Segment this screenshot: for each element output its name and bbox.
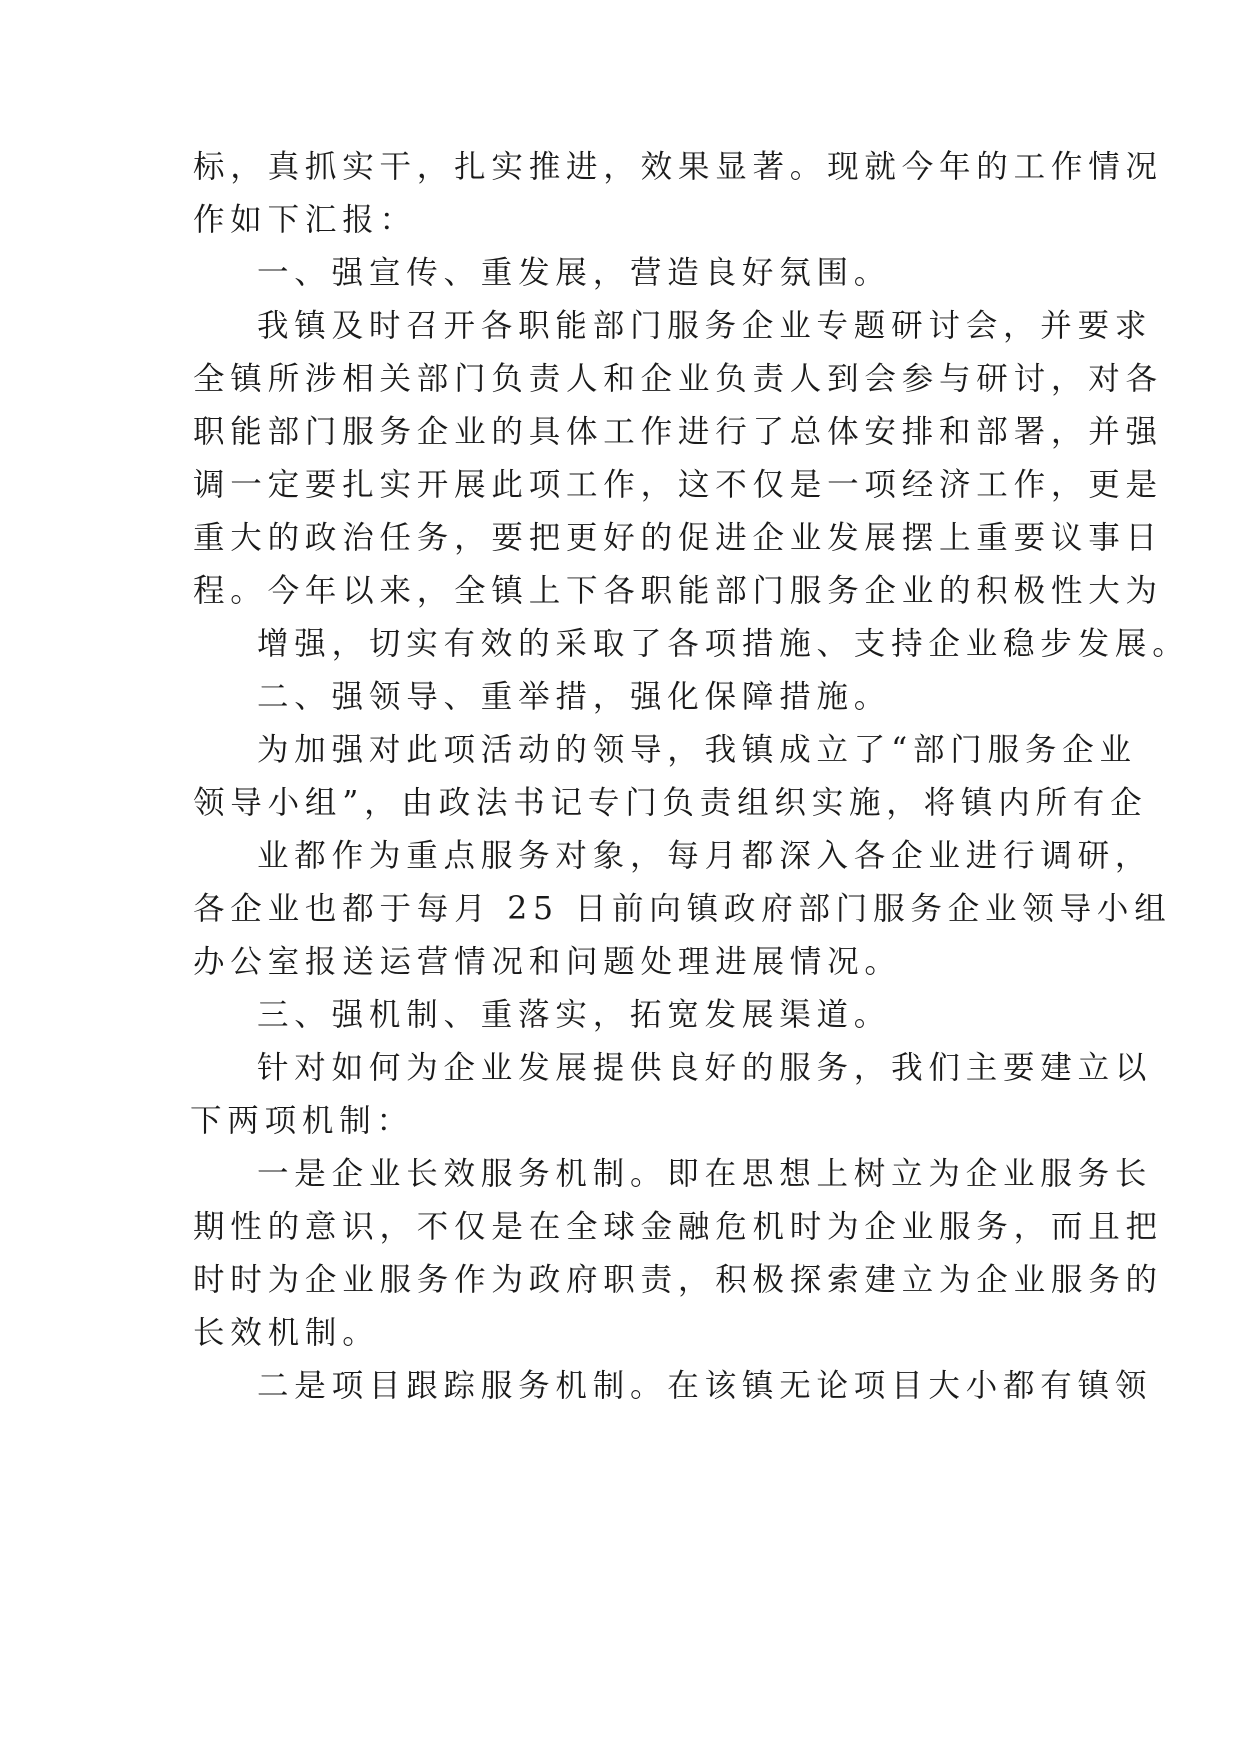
body-line: 二是项目跟踪服务机制。在该镇无论项目大小都有镇领 (257, 1368, 1153, 1404)
body-line: 办公室报送运营情况和问题处理进展情况。 (193, 944, 902, 980)
body-line: 一是企业长效服务机制。即在思想上树立为企业服务长 (257, 1156, 1153, 1192)
body-line: 增强，切实有效的采取了各项措施、支持企业稳步发展。 (257, 626, 1190, 662)
body-line: 标，真抓实干，扎实推进，效果显著。现就今年的工作情况 (193, 149, 1163, 185)
body-line: 各企业也都于每月 25 日前向镇政府部门服务企业领导小组 (193, 891, 1172, 927)
body-line: 重大的政治任务，要把更好的促进企业发展摆上重要议事日 (193, 520, 1163, 556)
body-line: 全镇所涉相关部门负责人和企业负责人到会参与研讨，对各 (193, 361, 1163, 397)
body-line: 为加强对此项活动的领导，我镇成立了“部门服务企业 (257, 732, 1137, 768)
section-heading: 一、强宣传、重发展，营造良好氛围。 (257, 255, 892, 291)
body-line: 下两项机制： (190, 1103, 414, 1139)
body-line: 职能部门服务企业的具体工作进行了总体安排和部署，并强 (193, 414, 1163, 450)
section-heading: 二、强领导、重举措，强化保障措施。 (257, 679, 892, 715)
body-line: 程。今年以来，全镇上下各职能部门服务企业的积极性大为 (193, 573, 1163, 609)
body-line: 时时为企业服务作为政府职责，积极探索建立为企业服务的 (193, 1262, 1163, 1298)
body-line: 领导小组”，由政法书记专门负责组织实施，将镇内所有企 (193, 785, 1148, 821)
body-line: 业都作为重点服务对象，每月都深入各企业进行调研， (257, 838, 1153, 874)
body-line: 长效机制。 (193, 1315, 380, 1351)
body-line: 针对如何为企业发展提供良好的服务，我们主要建立以 (257, 1050, 1153, 1086)
section-heading: 三、强机制、重落实，拓宽发展渠道。 (257, 997, 892, 1033)
body-line: 期性的意识，不仅是在全球金融危机时为企业服务，而且把 (193, 1209, 1163, 1245)
body-line: 作如下汇报： (193, 202, 417, 238)
body-line: 调一定要扎实开展此项工作，这不仅是一项经济工作，更是 (193, 467, 1163, 503)
body-line: 我镇及时召开各职能部门服务企业专题研讨会，并要求 (257, 308, 1153, 344)
